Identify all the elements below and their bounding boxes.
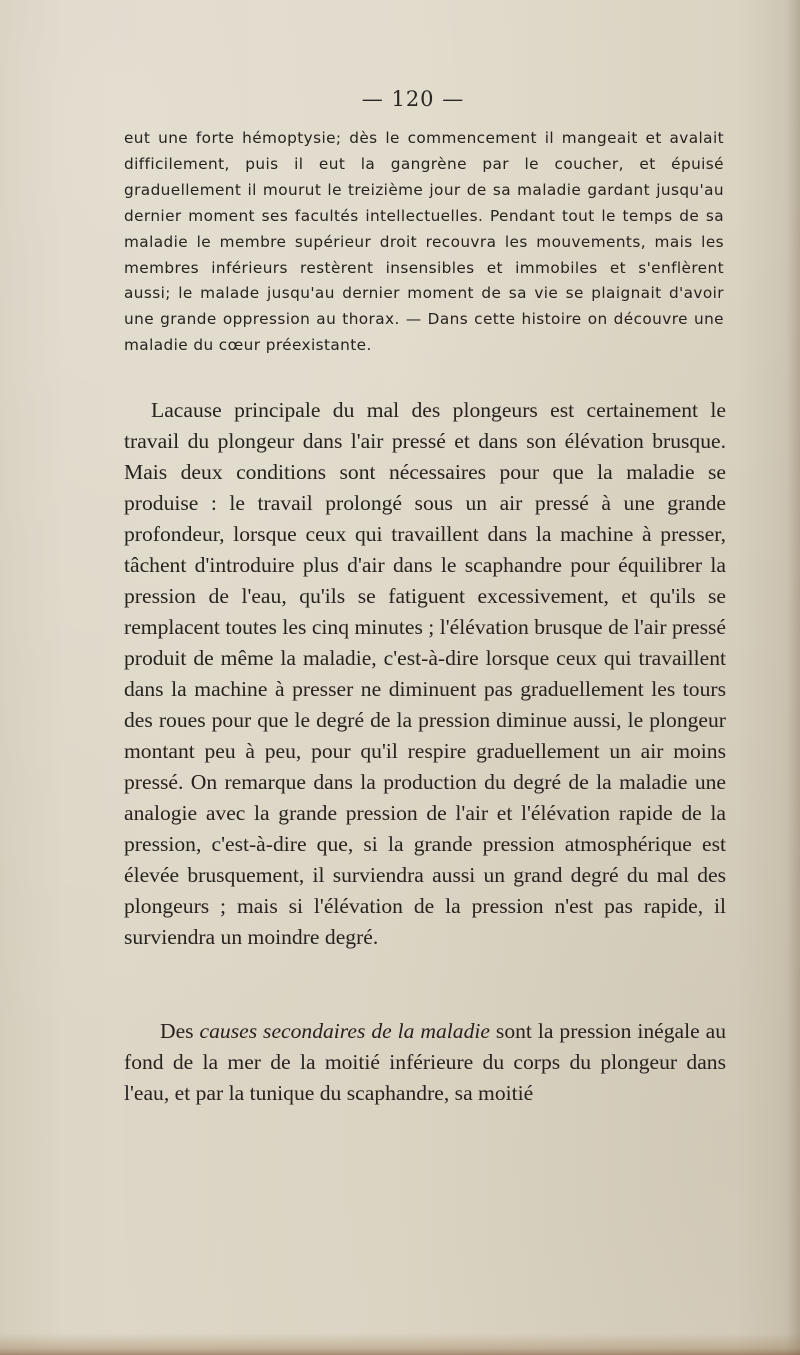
paragraph-principal-cause	[124, 395, 726, 953]
paragraph-italic-phrase: causes secondaires de la maladie	[199, 1019, 490, 1043]
paragraph-text: eut une forte hémoptysie; dès le commencement il mangeait et avalait difficilement, puis il eut la gangrène par le coucher, et épuisé graduellement il mourut le treizième jour de sa maladie gardant jusqu'au dernier moment ses facultés intellectuelles. Pendant tout le temps de sa maladie le membre supérieur droit recouvra les mouvements, mais les membres inférieurs restèrent insensibles et immobiles et s'enflèrent aussi; le malade jusqu'au dernier moment de sa vie se plaignait d'avoir une grande oppression au thorax. — Dans cette histoire on découvre une maladie du cœur préexistante.	[124, 129, 724, 355]
page-bottom-edge	[0, 1333, 800, 1355]
paragraph-text: Lacause principale du mal des plongeurs est certainement le travail du plongeur dans l'air pressé et dans son élévation brusque. Mais deux conditions sont nécessaires pour que la maladie se produise : le travail prolongé sous un air pressé à une grande profondeur, lorsque ceux qui travaillent dans la machine à presser, tâchent d'introduire plus d'air dans le scaphandre pour équilibrer la pression de l'eau, qu'ils se fatiguent excessivement, et qu'ils se remplacent toutes les cinq minutes ; l'élévation brusque de l'air pressé produit de même la maladie, c'est-à-dire lorsque ceux qui travaillent dans la machine à presser ne diminuent pas graduellement les tours des roues pour que le degré de la pression diminue aussi, le plongeur montant peu à peu, pour qu'il respire graduellement un air moins pressé. On remarque dans la production du degré de la maladie une analogie avec la grande pression de l'air et l'élévation rapide de la pression, c'est-à-dire que, si la grande pression atmosphérique est élevée brusquement, il surviendra aussi un grand degré du mal des plongeurs ; mais si l'élévation de la pression n'est pas rapide, il surviendra un moindre degré.	[124, 398, 726, 949]
paragraph-rest: sont la pression inégale au fond de la mer de la moitié inférieure du corps du plongeur dans l'eau, et par la tunique du scaphandre, sa moitié	[124, 1019, 726, 1105]
paragraph-text	[124, 1016, 726, 1109]
page-edge-shadow	[786, 0, 800, 1355]
page-number: — 120 —	[361, 87, 465, 111]
paragraph-lead: Des	[160, 1019, 200, 1043]
paragraph-case-history	[124, 126, 724, 359]
paragraph-secondary-causes	[124, 1016, 726, 1109]
